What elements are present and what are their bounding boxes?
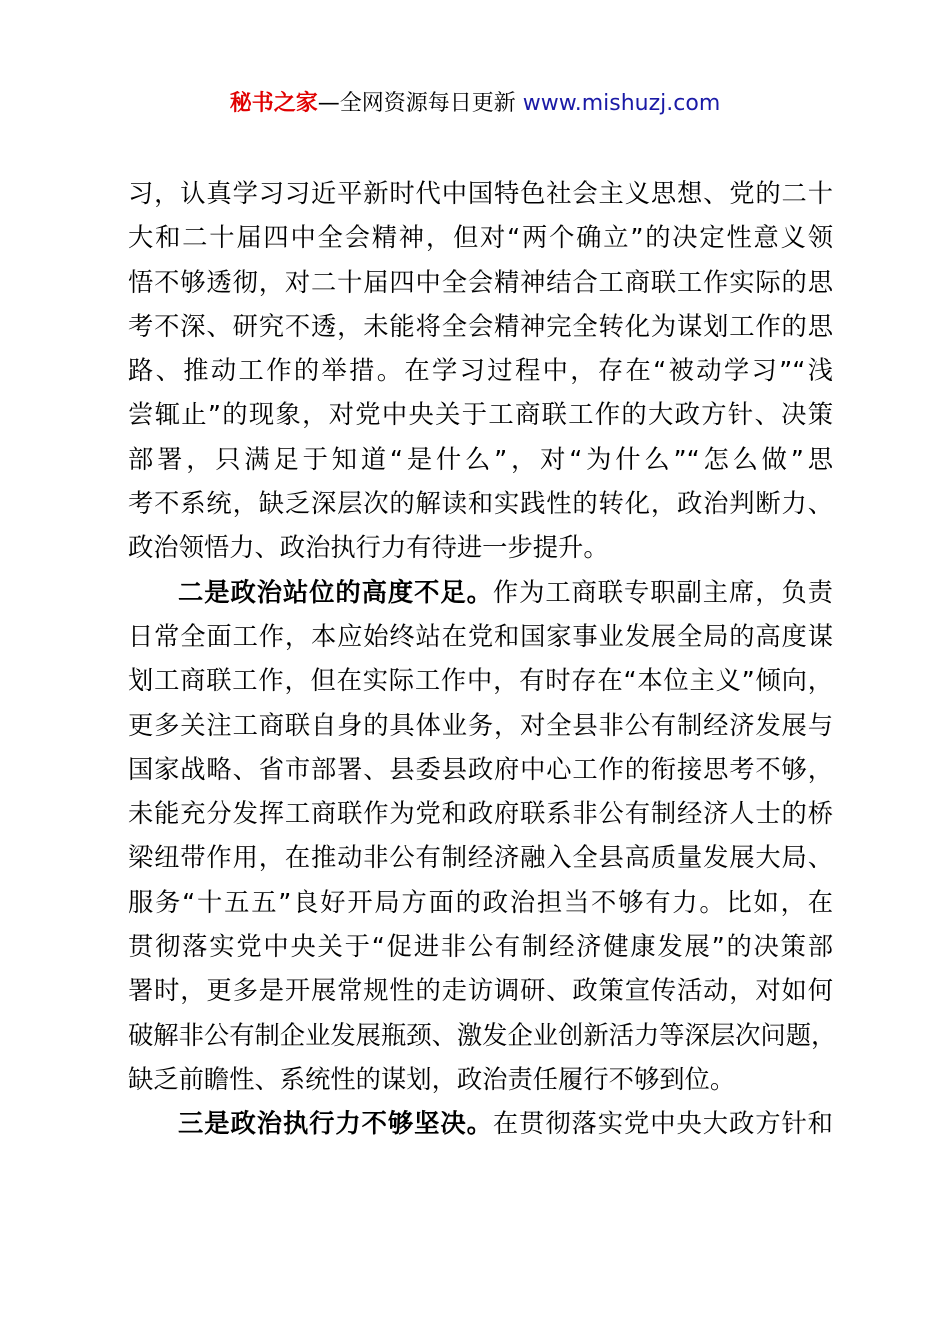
text-line: 缺乏前瞻性、系统性的谋划，政治责任履行不够到位。 — [128, 1064, 736, 1094]
text-line: 考不深、研究不透，未能将全会精神完全转化为谋划工作的思 — [128, 311, 833, 341]
text-line-rest: 作为工商联专职副主席，负责 — [492, 577, 833, 607]
text-line: 梁纽带作用，在推动非公有制经济融入全县高质量发展大局、 — [128, 843, 833, 873]
site-tagline: —全网资源每日更新 — [317, 91, 523, 116]
text-line: 路、推动工作的举措。在学习过程中，存在“被动学习”“浅 — [128, 356, 833, 386]
text-line — [128, 571, 833, 615]
text-line: 日常全面工作，本应始终站在党和国家事业发展全局的高度谋 — [128, 621, 833, 651]
paragraph-1 — [128, 172, 833, 571]
paragraph-2 — [128, 571, 837, 1103]
text-line: 政治领悟力、政治执行力有待进一步提升。 — [128, 533, 609, 563]
text-line: 习，认真学习习近平新时代中国特色社会主义思想、党的二十 — [128, 179, 833, 208]
text-line: 更多关注工商联自身的具体业务，对全县非公有制经济发展与 — [128, 710, 833, 740]
text-line: 考不系统，缺乏深层次的解读和实践性的转化，政治判断力、 — [128, 489, 833, 519]
site-brand: 秘书之家 — [229, 91, 318, 116]
text-line: 破解非公有制企业发展瓶颈、激发企业创新活力等深层次问题， — [128, 1020, 837, 1050]
paragraph-3 — [128, 1102, 833, 1146]
paragraph-heading: 二是政治站位的高度不足。 — [178, 577, 493, 607]
text-line: 悟不够透彻，对二十届四中全会精神结合工商联工作实际的思 — [128, 267, 833, 297]
text-line: 服务“十五五”良好开局方面的政治担当不够有力。比如，在 — [128, 887, 833, 917]
text-line: 国家战略、省市部署、县委县政府中心工作的衔接思考不够， — [128, 754, 833, 784]
site-url[interactable]: www.mishuzj.com — [522, 91, 721, 116]
text-line — [128, 1102, 833, 1146]
text-line: 尝辄止”的现象，对党中央关于工商联工作的大政方针、决策 — [128, 400, 833, 430]
document-body — [128, 172, 837, 1147]
text-line: 署时，更多是开展常规性的走访调研、政策宣传活动，对如何 — [128, 976, 833, 1006]
text-line-rest: 在贯彻落实党中央大政方针和 — [492, 1109, 833, 1139]
text-line: 大和二十届四中全会精神，但对“两个确立”的决定性意义领 — [128, 223, 833, 253]
paragraph-heading: 三是政治执行力不够坚决。 — [178, 1109, 493, 1139]
page-header — [0, 86, 950, 122]
text-line: 部署，只满足于知道“是什么”，对“为什么”“怎么做”思 — [128, 444, 833, 474]
text-line: 划工商联工作，但在实际工作中，有时存在“本位主义”倾向， — [128, 666, 833, 696]
text-line: 未能充分发挥工商联作为党和政府联系非公有制经济人士的桥 — [128, 799, 833, 829]
text-line: 贯彻落实党中央关于“促进非公有制经济健康发展”的决策部 — [128, 932, 833, 962]
